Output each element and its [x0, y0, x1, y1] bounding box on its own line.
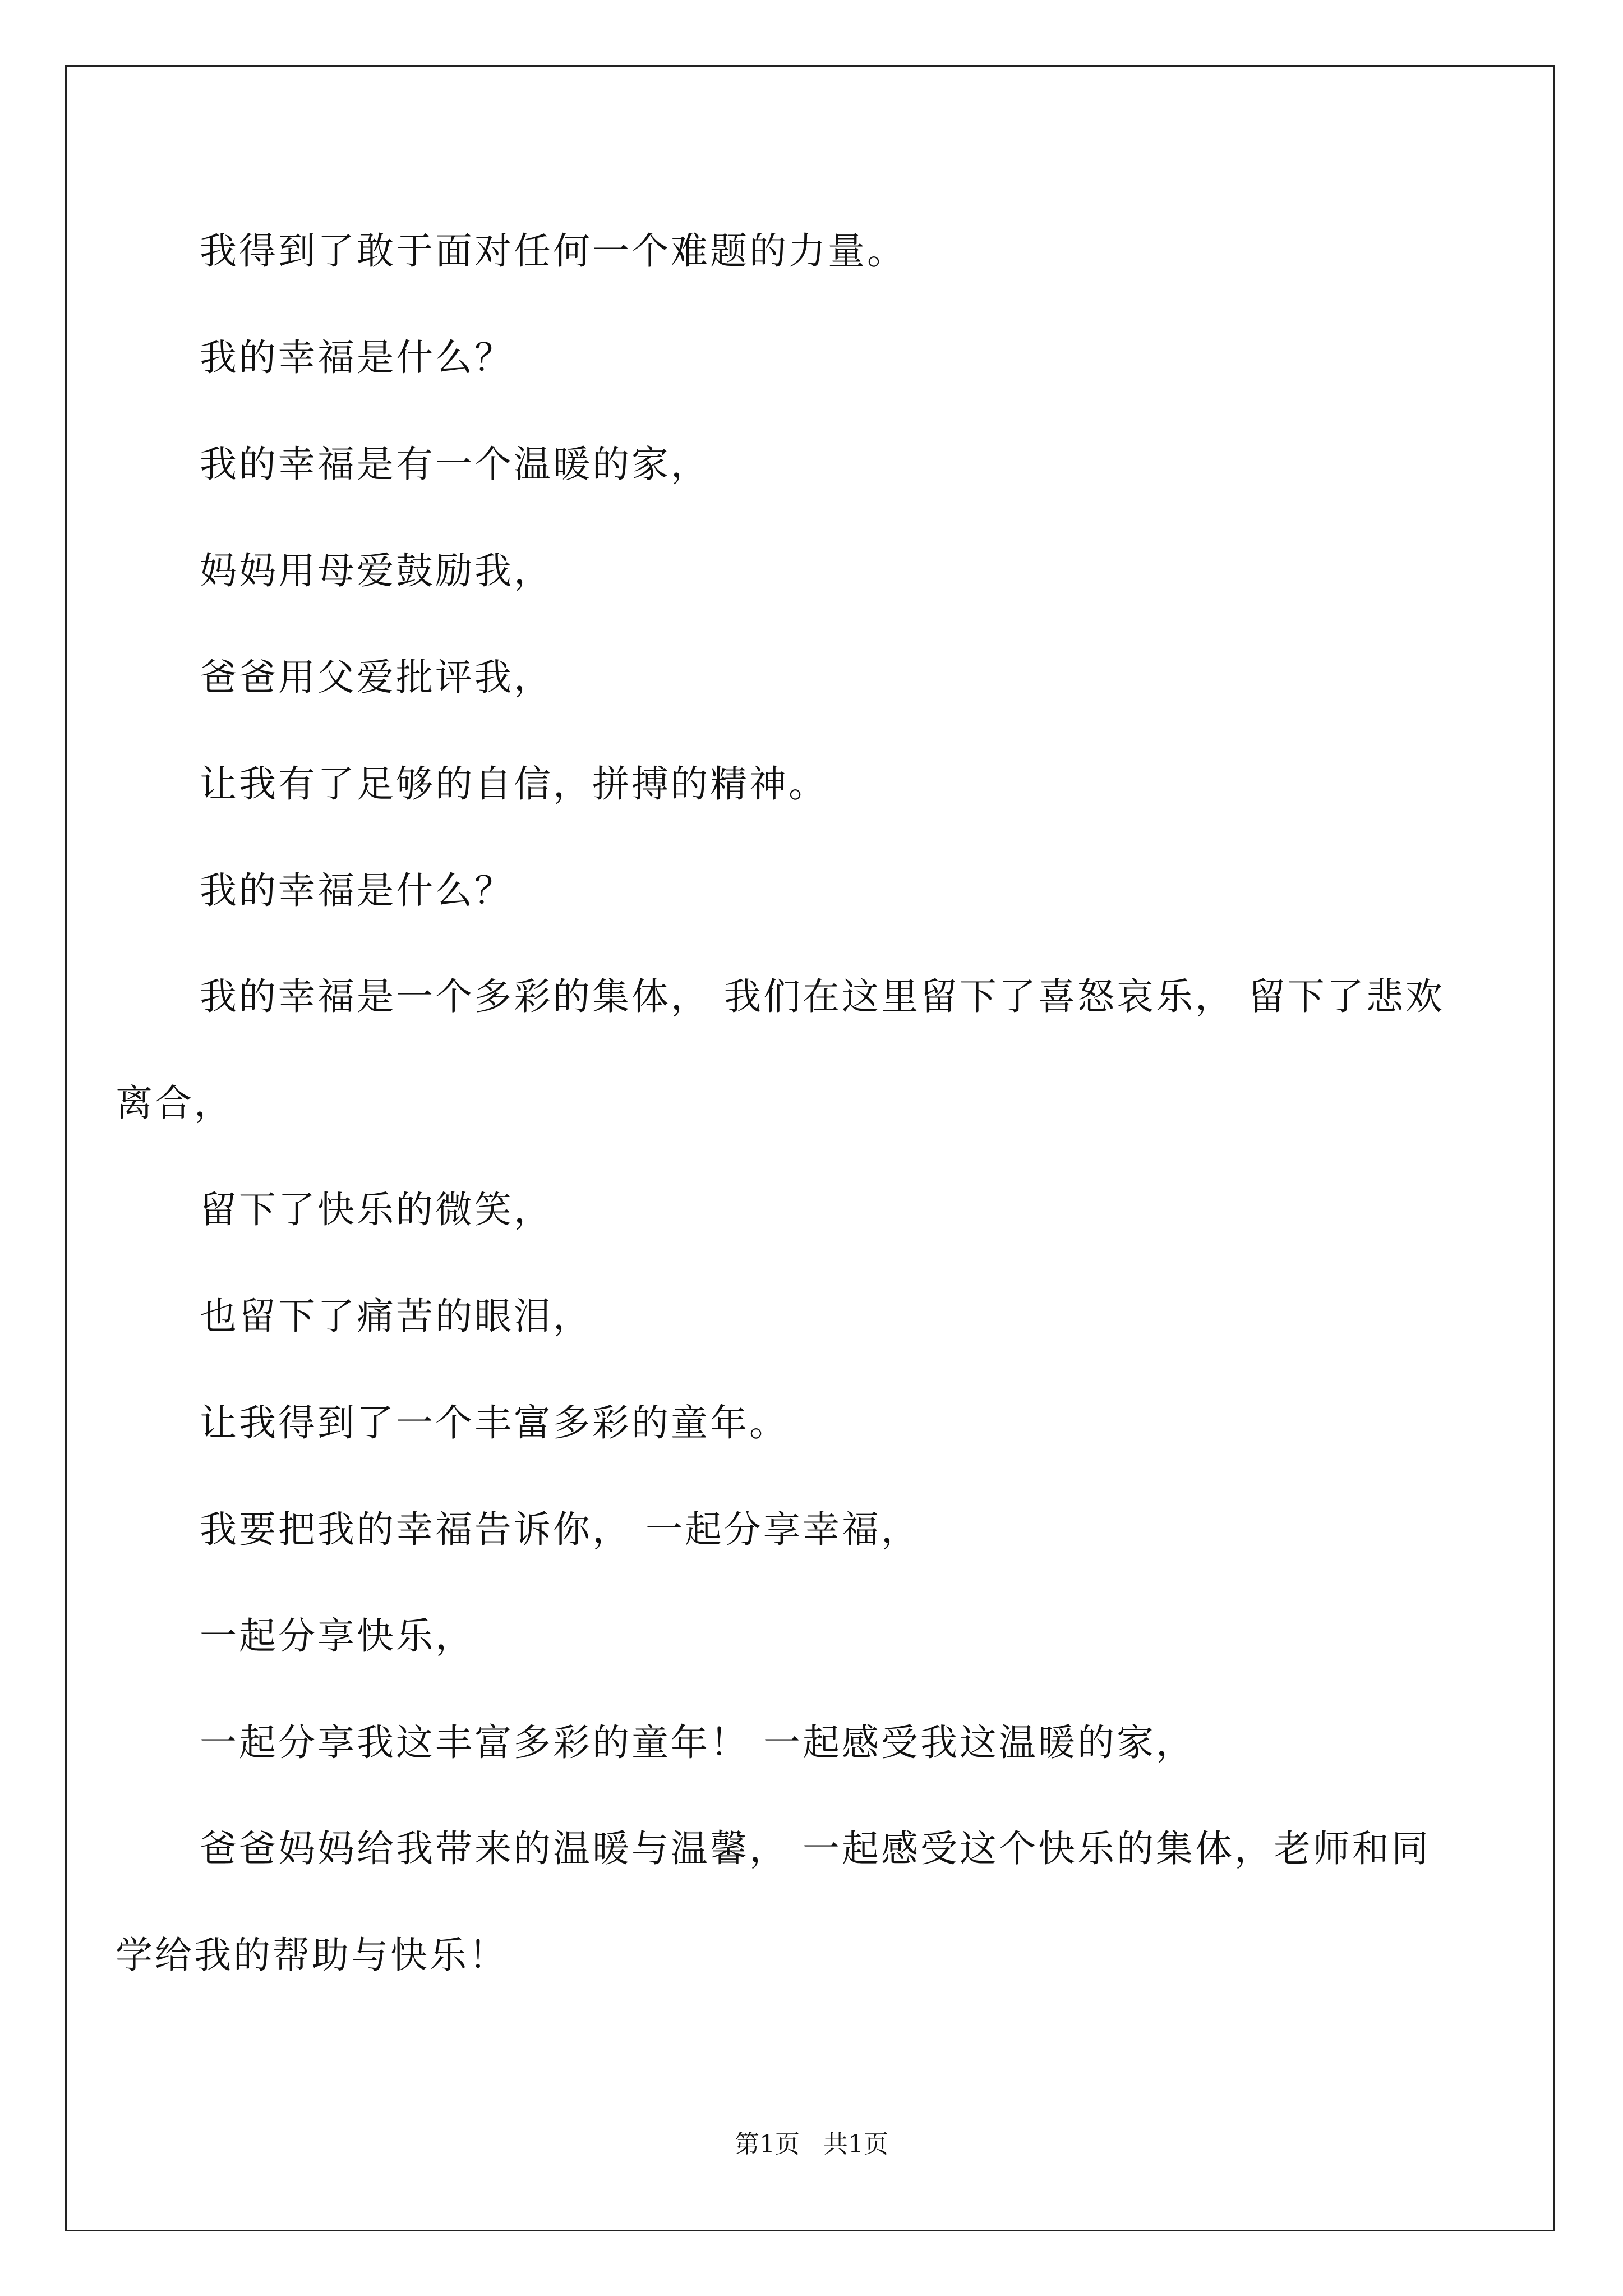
paragraph: 留下了快乐的微笑， — [200, 1188, 553, 1231]
paragraph: 也留下了痛苦的眼泪， — [200, 1295, 592, 1338]
paragraph: 爸爸用父爱批评我， — [200, 656, 553, 699]
page-footer — [0, 2128, 1623, 2161]
paragraph: 妈妈用母爱鼓励我， — [200, 549, 553, 592]
paragraph: 我的幸福是什么？ — [200, 869, 514, 912]
paragraph: 一起分享快乐， — [200, 1614, 474, 1658]
paragraph: 让我有了足够的自信，拼搏的精神。 — [200, 762, 828, 806]
paragraph: 我要把我的幸福告诉你， 一起分享幸福， — [200, 1508, 920, 1551]
document-body — [116, 224, 1461, 2035]
paragraph: 爸爸妈妈给我带来的温暖与温馨， 一起感受这个快乐的集体，老师和同学给我的帮助与快乐！ — [116, 1827, 1431, 1977]
paragraph: 让我得到了一个丰富多彩的童年。 — [200, 1401, 789, 1444]
page-number: 第1页 共1页 — [735, 2130, 888, 2159]
paragraph: 我的幸福是一个多彩的集体， 我们在这里留下了喜怒哀乐， 留下了悲欢离合， — [116, 975, 1445, 1125]
paragraph: 我的幸福是有一个温暖的家， — [200, 443, 710, 486]
paragraph: 我的幸福是什么？ — [200, 336, 514, 379]
paragraph: 我得到了敢于面对任何一个难题的力量。 — [200, 229, 906, 273]
paragraph: 一起分享我这丰富多彩的童年！ 一起感受我这温暖的家， — [200, 1721, 1195, 1764]
